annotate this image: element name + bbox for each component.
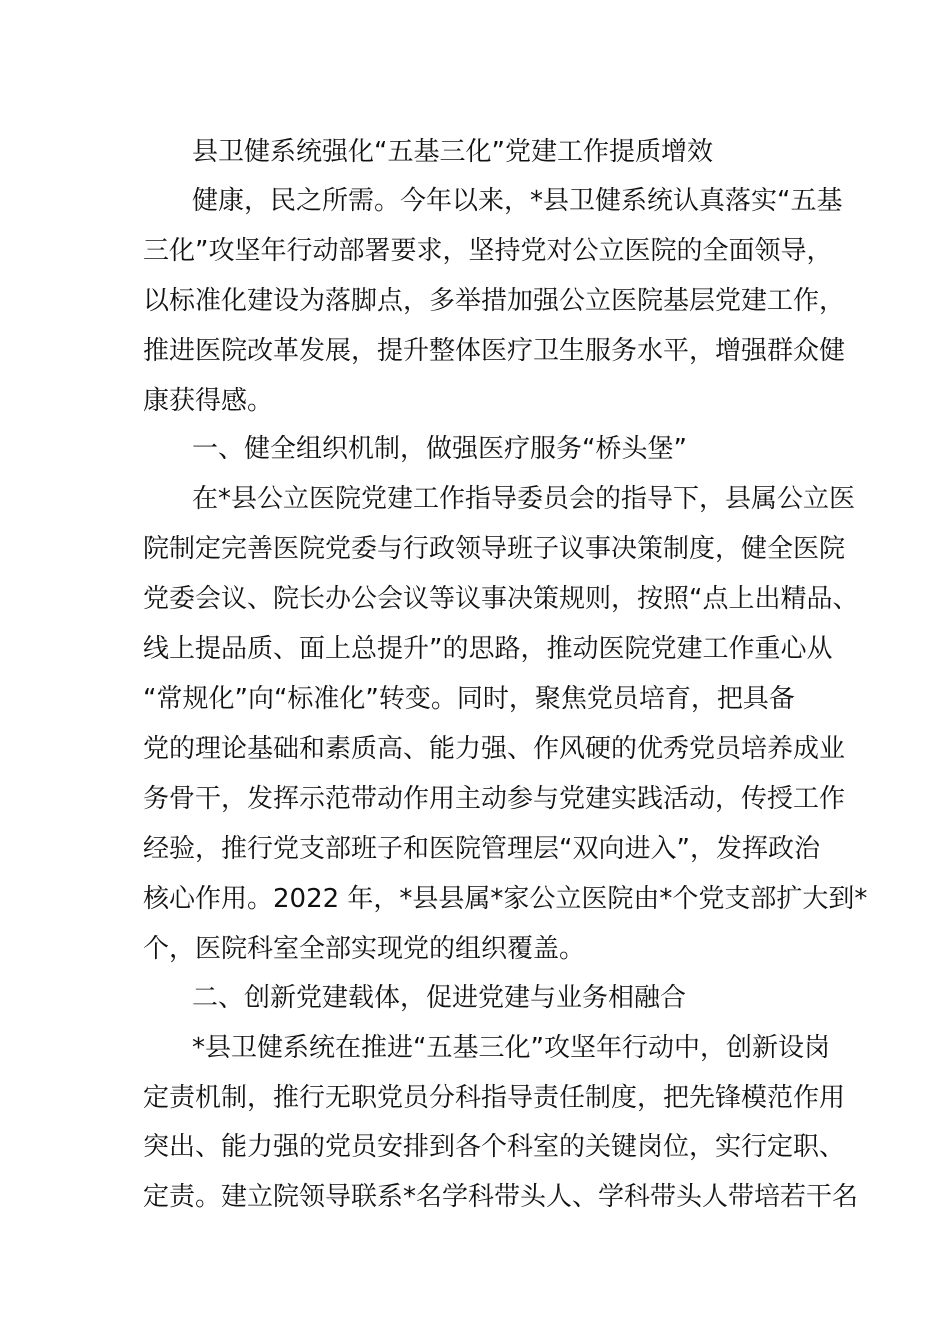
paragraph-line: 定责机制，推行无职党员分科指导责任制度，把先锋模范作用: [143, 1083, 846, 1113]
document-title: 县卫健系统强化“五基三化”党建工作提质增效: [192, 137, 713, 167]
paragraph-line: “常规化”向“标准化”转变。同时，聚焦党员培育，把具备: [143, 684, 795, 714]
paragraph-line: 以标准化建设为落脚点，多举措加强公立医院基层党建工作，: [143, 286, 846, 316]
paragraph-line: 院制定完善医院党委与行政领导班子议事决策制度，健全医院: [143, 534, 846, 564]
paragraph-line: 党委会议、院长办公会议等议事决策规则，按照“点上出精品、: [143, 584, 859, 614]
paragraph-line: 定责。建立院领导联系*名学科带头人、学科带头人带培若干名: [143, 1182, 859, 1212]
paragraph-line: 核心作用。2022 年，*县县属*家公立医院由*个党支部扩大到*: [143, 884, 868, 914]
paragraph-line: 线上提品质、面上总提升”的思路，推动医院党建工作重心从: [143, 634, 833, 664]
paragraph-line: 康获得感。: [143, 386, 274, 416]
paragraph-line: 党的理论基础和素质高、能力强、作风硬的优秀党员培养成业: [143, 734, 846, 764]
paragraph-line: 经验，推行党支部班子和医院管理层“双向进入”，发挥政治: [143, 834, 820, 864]
paragraph-line: *县卫健系统在推进“五基三化”攻坚年行动中，创新设岗: [192, 1033, 830, 1063]
section-heading-1: 一、健全组织机制，做强医疗服务“桥头堡”: [192, 434, 687, 464]
paragraph-line: 三化”攻坚年行动部署要求，坚持党对公立医院的全面领导，: [143, 236, 833, 266]
section-heading-2: 二、创新党建载体，促进党建与业务相融合: [192, 983, 687, 1013]
paragraph-line: 在*县公立医院党建工作指导委员会的指导下，县属公立医: [192, 484, 856, 514]
paragraph-line: 务骨干，发挥示范带动作用主动参与党建实践活动，传授工作: [143, 784, 846, 814]
paragraph-line: 健康，民之所需。今年以来，*县卫健系统认真落实“五基: [192, 186, 843, 216]
paragraph-line: 推进医院改革发展，提升整体医疗卫生服务水平，增强群众健: [143, 336, 846, 366]
paragraph-line: 突出、能力强的党员安排到各个科室的关键岗位，实行定职、: [143, 1132, 846, 1162]
paragraph-line: 个，医院科室全部实现党的组织覆盖。: [143, 934, 586, 964]
